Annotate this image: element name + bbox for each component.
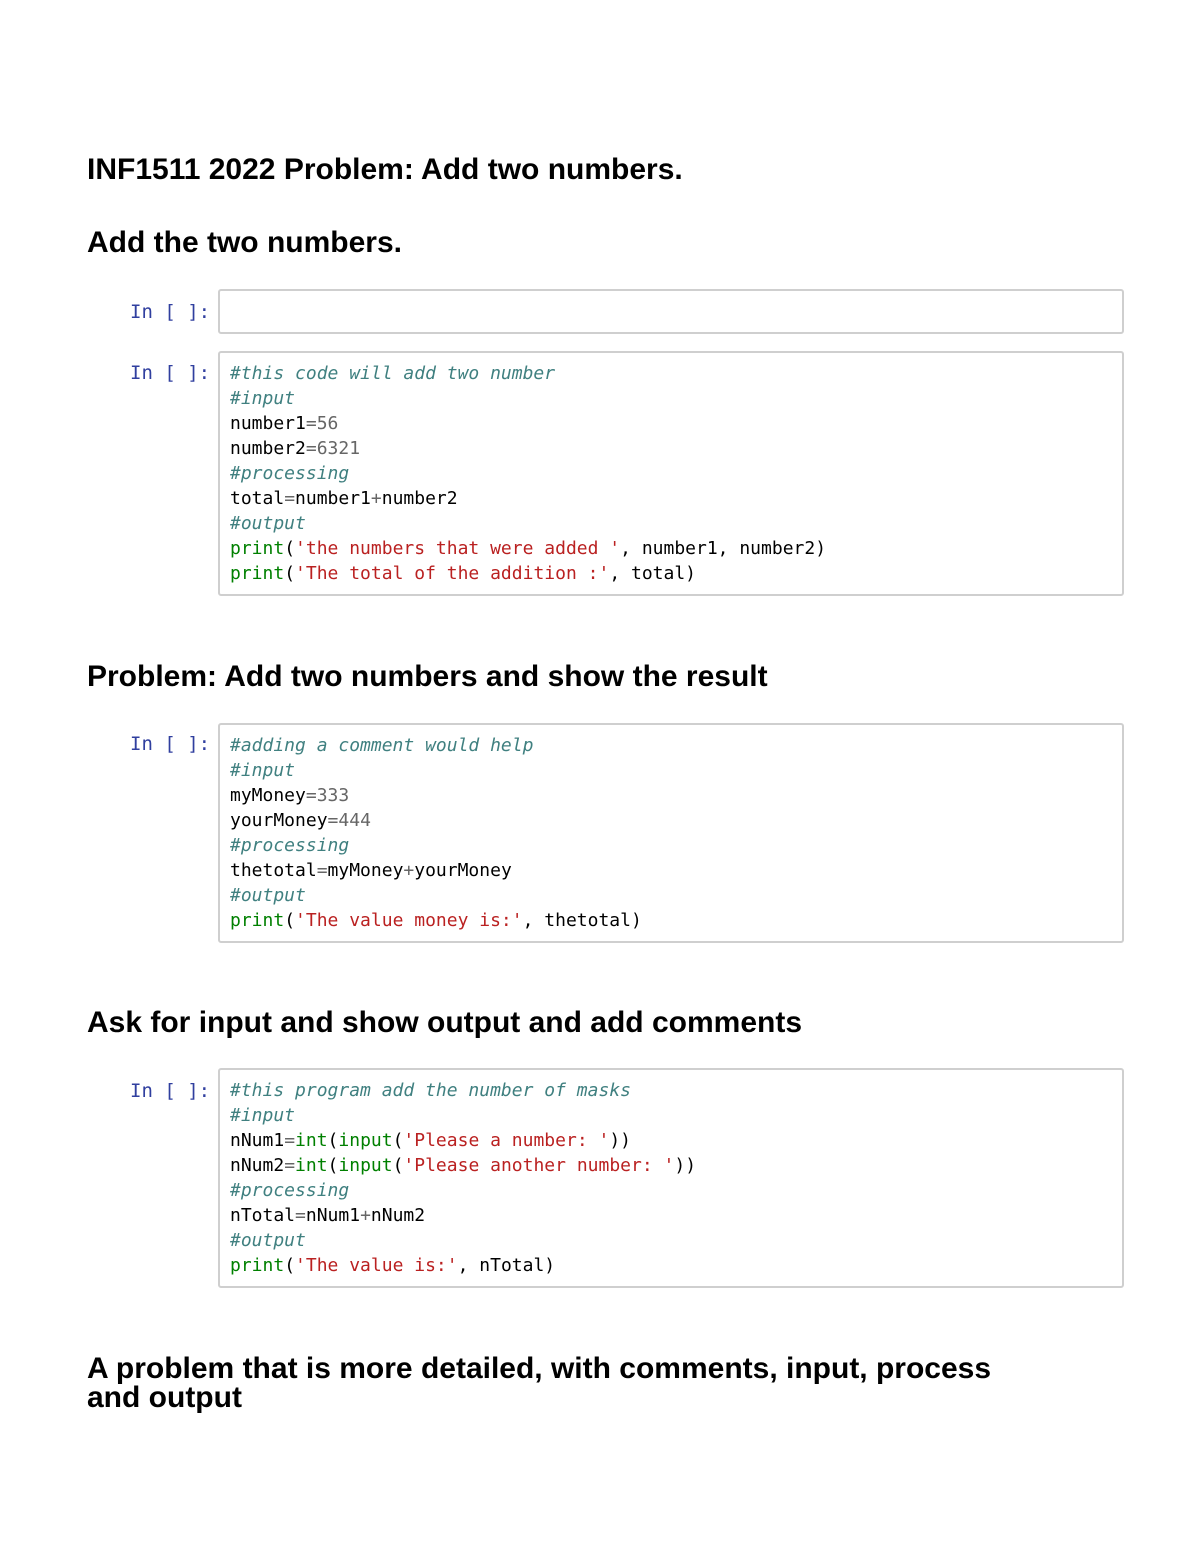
- code-token-plain: )): [674, 1155, 697, 1176]
- code-line: [230, 883, 1112, 908]
- code-token-builtin: input: [338, 1155, 393, 1176]
- code-token-op: =: [284, 488, 296, 509]
- code-token-plain: yourMoney: [414, 860, 512, 881]
- code-token-plain: number2: [230, 438, 306, 459]
- code-token-plain: number1: [230, 413, 306, 434]
- code-line: [230, 1203, 1112, 1228]
- code-line: [230, 1103, 1112, 1128]
- code-token-op: =: [295, 1205, 306, 1226]
- code-token-builtin: print: [230, 910, 285, 931]
- code-token-plain: number1: [295, 488, 371, 509]
- code-token-plain: myMoney: [230, 785, 306, 806]
- code-token-plain: nNum2: [230, 1155, 285, 1176]
- code-token-plain: , total): [609, 563, 697, 584]
- cell-prompt: In [ ]:: [130, 733, 211, 755]
- code-line: [230, 436, 1112, 461]
- code-token-num: 6321: [316, 438, 361, 459]
- code-token-plain: nNum1: [305, 1205, 361, 1226]
- code-token-comment: #this program add the number of masks: [230, 1080, 631, 1101]
- code-token-num: 333: [316, 785, 350, 806]
- code-token-comment: #input: [230, 388, 296, 409]
- code-token-plain: , thetotal): [522, 910, 642, 931]
- code-token-plain: nNum1: [230, 1130, 285, 1151]
- code-line: [230, 808, 1112, 833]
- code-token-comment: #input: [230, 760, 296, 781]
- code-line: [230, 536, 1112, 561]
- code-line: [230, 386, 1112, 411]
- code-token-comment: #output: [230, 1230, 306, 1251]
- code-token-plain: (: [284, 910, 296, 931]
- code-token-comment: #adding a comment would help: [230, 735, 534, 756]
- code-cell-money[interactable]: [218, 723, 1124, 943]
- code-line: [230, 908, 1112, 933]
- code-line: [230, 461, 1112, 486]
- code-cell-add-two-numbers[interactable]: [218, 351, 1124, 596]
- code-token-plain: nNum2: [370, 1205, 426, 1226]
- code-line: [230, 833, 1112, 858]
- code-line: [230, 1153, 1112, 1178]
- heading-line: and output: [87, 1381, 242, 1414]
- code-token-builtin: print: [230, 563, 285, 584]
- code-token-plain: (: [284, 538, 296, 559]
- code-line: [230, 511, 1112, 536]
- code-token-string: 'The value money is:': [295, 910, 523, 931]
- code-line: [230, 1228, 1112, 1253]
- code-line: [230, 1178, 1112, 1203]
- code-token-plain: nTotal: [230, 1205, 296, 1226]
- code-token-builtin: int: [295, 1130, 328, 1151]
- code-token-comment: #processing: [230, 463, 350, 484]
- code-token-plain: myMoney: [327, 860, 404, 881]
- code-token-plain: (: [327, 1130, 339, 1151]
- code-token-op: =: [284, 1155, 296, 1176]
- code-line: [230, 858, 1112, 883]
- code-token-comment: #processing: [230, 835, 350, 856]
- code-token-builtin: int: [295, 1155, 328, 1176]
- code-token-op: =: [327, 810, 339, 831]
- cell-prompt: In [ ]:: [130, 1080, 211, 1102]
- code-cell-masks[interactable]: [218, 1068, 1124, 1288]
- code-token-comment: #output: [230, 885, 306, 906]
- code-token-op: +: [403, 860, 415, 881]
- code-token-op: +: [370, 488, 382, 509]
- code-token-string: 'Please a number: ': [403, 1130, 610, 1151]
- code-token-comment: #output: [230, 513, 306, 534]
- code-token-plain: (: [284, 563, 296, 584]
- heading-line: A problem that is more detailed, with comments, input, process: [87, 1352, 992, 1385]
- code-token-plain: thetotal: [230, 860, 317, 881]
- code-token-builtin: print: [230, 1255, 285, 1276]
- section-heading-input-output: Ask for input and show output and add comments: [87, 1006, 803, 1039]
- code-token-op: =: [305, 785, 317, 806]
- code-line: [230, 486, 1112, 511]
- code-token-op: =: [284, 1130, 296, 1151]
- code-token-plain: , number1, number2): [620, 538, 827, 559]
- code-token-op: =: [305, 438, 317, 459]
- code-token-num: 444: [338, 810, 371, 831]
- code-token-op: +: [360, 1205, 371, 1226]
- code-token-string: 'the numbers that were added ': [295, 538, 621, 559]
- code-token-string: 'The total of the addition :': [295, 563, 610, 584]
- code-line: [230, 733, 1112, 758]
- code-token-op: =: [305, 413, 317, 434]
- code-token-string: 'Please another number: ': [403, 1155, 675, 1176]
- code-token-comment: #processing: [230, 1180, 350, 1201]
- code-token-plain: (: [392, 1155, 404, 1176]
- code-line: [230, 1078, 1112, 1103]
- code-token-string: 'The value is:': [295, 1255, 458, 1276]
- code-token-plain: (: [284, 1255, 296, 1276]
- code-token-builtin: input: [338, 1130, 393, 1151]
- code-line: [230, 361, 1112, 386]
- code-token-plain: total: [230, 488, 285, 509]
- code-line: [230, 1253, 1112, 1278]
- code-token-plain: )): [609, 1130, 632, 1151]
- code-line: [230, 411, 1112, 436]
- code-line: [230, 758, 1112, 783]
- code-cell-empty[interactable]: [218, 289, 1124, 334]
- section-heading-detailed-problem: [87, 1352, 991, 1414]
- code-token-builtin: print: [230, 538, 285, 559]
- code-line: [230, 561, 1112, 586]
- section-heading-show-result: Problem: Add two numbers and show the result: [87, 660, 768, 693]
- cell-prompt: In [ ]:: [130, 301, 211, 323]
- page-title: INF1511 2022 Problem: Add two numbers.: [87, 153, 683, 186]
- code-token-num: 56: [316, 413, 339, 434]
- code-token-plain: (: [392, 1130, 404, 1151]
- code-token-plain: (: [327, 1155, 339, 1176]
- cell-prompt: In [ ]:: [130, 362, 211, 384]
- code-line: [230, 783, 1112, 808]
- code-token-plain: number2: [381, 488, 458, 509]
- code-token-comment: #this code will add two number: [230, 363, 556, 384]
- section-heading-add-two-numbers: Add the two numbers.: [87, 226, 402, 259]
- code-token-plain: , nTotal): [457, 1255, 556, 1276]
- code-token-plain: yourMoney: [230, 810, 328, 831]
- code-token-comment: #input: [230, 1105, 296, 1126]
- code-line: [230, 1128, 1112, 1153]
- code-token-op: =: [316, 860, 328, 881]
